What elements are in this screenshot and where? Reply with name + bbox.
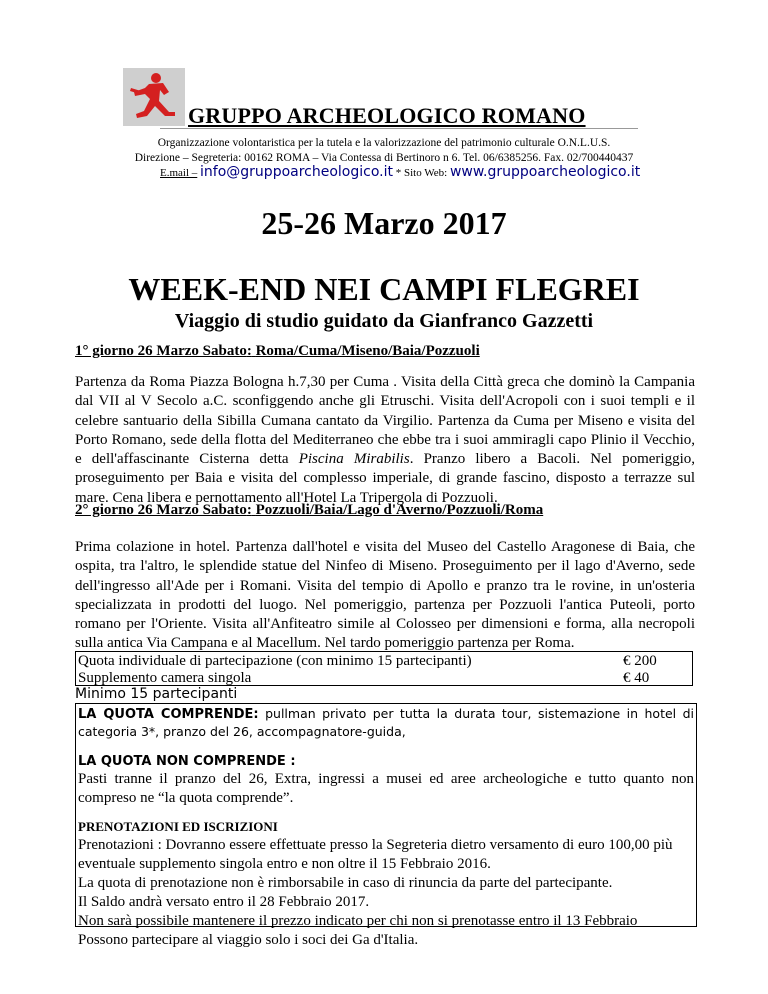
header-divider — [160, 128, 638, 129]
site-label: * Sito Web: — [395, 167, 448, 179]
warrior-figure-icon — [123, 68, 185, 126]
info-box — [75, 703, 697, 948]
day1-heading — [75, 343, 480, 360]
excludes-label: LA QUOTA NON COMPRENDE : — [78, 754, 296, 769]
bookings-line: eventuale supplemento singola entro e non oltre il 15 Febbraio 2016. — [78, 856, 491, 872]
price-value: € 40 — [623, 670, 650, 686]
price-box — [75, 651, 693, 686]
bookings-line: Possono partecipare al viaggio solo i soci dei Ga d'Italia. — [78, 932, 419, 948]
org-description: Organizzazione volontaristica per la tutela e la valorizzazione del patrimonio culturale O.N.L.U.S. — [157, 137, 611, 149]
day1-text-b: . Pranzo libero a Bacoli. Nel pomeriggio, proseguimento per Baia e visita del complesso imperiale, di grande fascino, disposto a terrazze sul mare. Cena libera e pernottamento all'Hotel La Tripergola di Pozzuoli. — [75, 451, 695, 506]
day2-heading-sep: : — [246, 502, 252, 518]
day1-heading-sep: : — [246, 343, 252, 359]
day1-text-italic: Piscina Mirabilis — [298, 451, 410, 468]
bookings-line: Prenotazioni : Dovranno essere effettuate presso la Segreteria dietro versamento di euro 100,00 più — [78, 837, 673, 853]
bookings-line: La quota di prenotazione non è rimborsabile in caso di rinuncia da parte del partecipante. — [78, 875, 613, 891]
excludes-text: Pasti tranne il pranzo del 26, Extra, ingressi a musei ed aree archeologiche e tutto quanto non compreso ne “la quota comprende”. — [78, 771, 694, 806]
day2-heading-route: Pozzuoli/Baia/Lago d'Averno/Pozzuoli/Roma — [255, 502, 544, 518]
org-address: Direzione – Segreteria: 00162 ROMA – Via Contessa di Bertinoro n 6. Tel. 06/6385256. Fax. 02/700440437 — [134, 152, 634, 164]
includes-label: LA QUOTA COMPRENDE: — [78, 707, 259, 722]
org-logo — [123, 68, 185, 126]
day2-heading-date: 2° giorno 26 Marzo Sabato — [75, 502, 247, 518]
website-link[interactable]: www.gruppoarcheologico.it — [449, 164, 641, 180]
event-date: 25-26 Marzo 2017 — [261, 205, 507, 241]
event-title: WEEK-END NEI CAMPI FLEGREI — [128, 271, 640, 307]
includes-text: pullman privato per tutta la durata tour, sistemazione in hotel di categoria 3*, pranzo del 26, accompagnatore-guida, — [78, 706, 694, 739]
price-row — [78, 670, 690, 687]
price-value: € 200 — [623, 653, 657, 669]
day1-text-a: Partenza da Roma Piazza Bologna h.7,30 per Cuma . Visita della Città greca che dominò la Campania dal VII al V Secolo a.C. sconfiggendo anche gli Etruschi. Visita dell'Acropoli con i suoi templi e il celebre santuario della Sibilla Cumana cantato da Virgilio. Partenza da Cuma per Miseno e visita del Porto Romano, sede della flotta del Mediterraneo che ebbe tra i suoi ammiragli capo Plinio il Vecchio, e dell'affascinante Cisterna detta — [75, 374, 695, 468]
contacts-line — [160, 164, 640, 180]
bookings-line: Il Saldo andrà versato entro il 28 Febbraio 2017. — [78, 894, 370, 910]
includes-paragraph — [78, 705, 694, 740]
bookings-line: Non sarà possibile mantenere il prezzo indicato per chi non si prenotasse entro il 13 Febbraio — [78, 913, 638, 929]
price-row — [78, 653, 690, 670]
bookings-heading: PRENOTAZIONI ED ISCRIZIONI — [78, 819, 278, 834]
email-label: E.mail – — [160, 167, 198, 179]
email-link[interactable]: info@gruppoarcheologico.it — [200, 164, 393, 180]
day1-description — [75, 373, 695, 508]
org-name: GRUPPO ARCHEOLOGICO ROMANO — [188, 103, 586, 128]
day2-heading — [75, 502, 543, 519]
price-label: Quota individuale di partecipazione (con minimo 15 partecipanti) — [78, 653, 472, 669]
minimum-participants: Minimo 15 partecipanti — [75, 686, 238, 702]
excludes-label-line — [78, 752, 694, 770]
day2-description: Prima colazione in hotel. Partenza dall'hotel e visita del Museo del Castello Aragonese di Baia, che ospita, tra l'altro, le splendide statue del Ninfeo di Miseno. Proseguimento per il lago d'Averno, sede dell'ingresso all'Ade per i Romani. Visita del tempio di Apollo e pranzo tra le rovine, in un'osteria specializzata in prodotti del luogo. Nel pomeriggio, partenza per Pozzuoli l'antica Puteoli, porto romano per l'Oriente. Visita all'Anfiteatro simile al Colosseo per dimensioni e forma, alla necropoli sulla antica Via Campana e al Macellum. Nel tardo pomeriggio partenza per Roma. — [75, 539, 695, 652]
day1-heading-date: 1° giorno 26 Marzo Sabato — [75, 343, 247, 359]
day1-heading-route: Roma/Cuma/Miseno/Baia/Pozzuoli — [255, 343, 480, 359]
price-label: Supplemento camera singola — [78, 670, 252, 686]
event-subtitle: Viaggio di studio guidato da Gianfranco Gazzetti — [174, 310, 594, 332]
